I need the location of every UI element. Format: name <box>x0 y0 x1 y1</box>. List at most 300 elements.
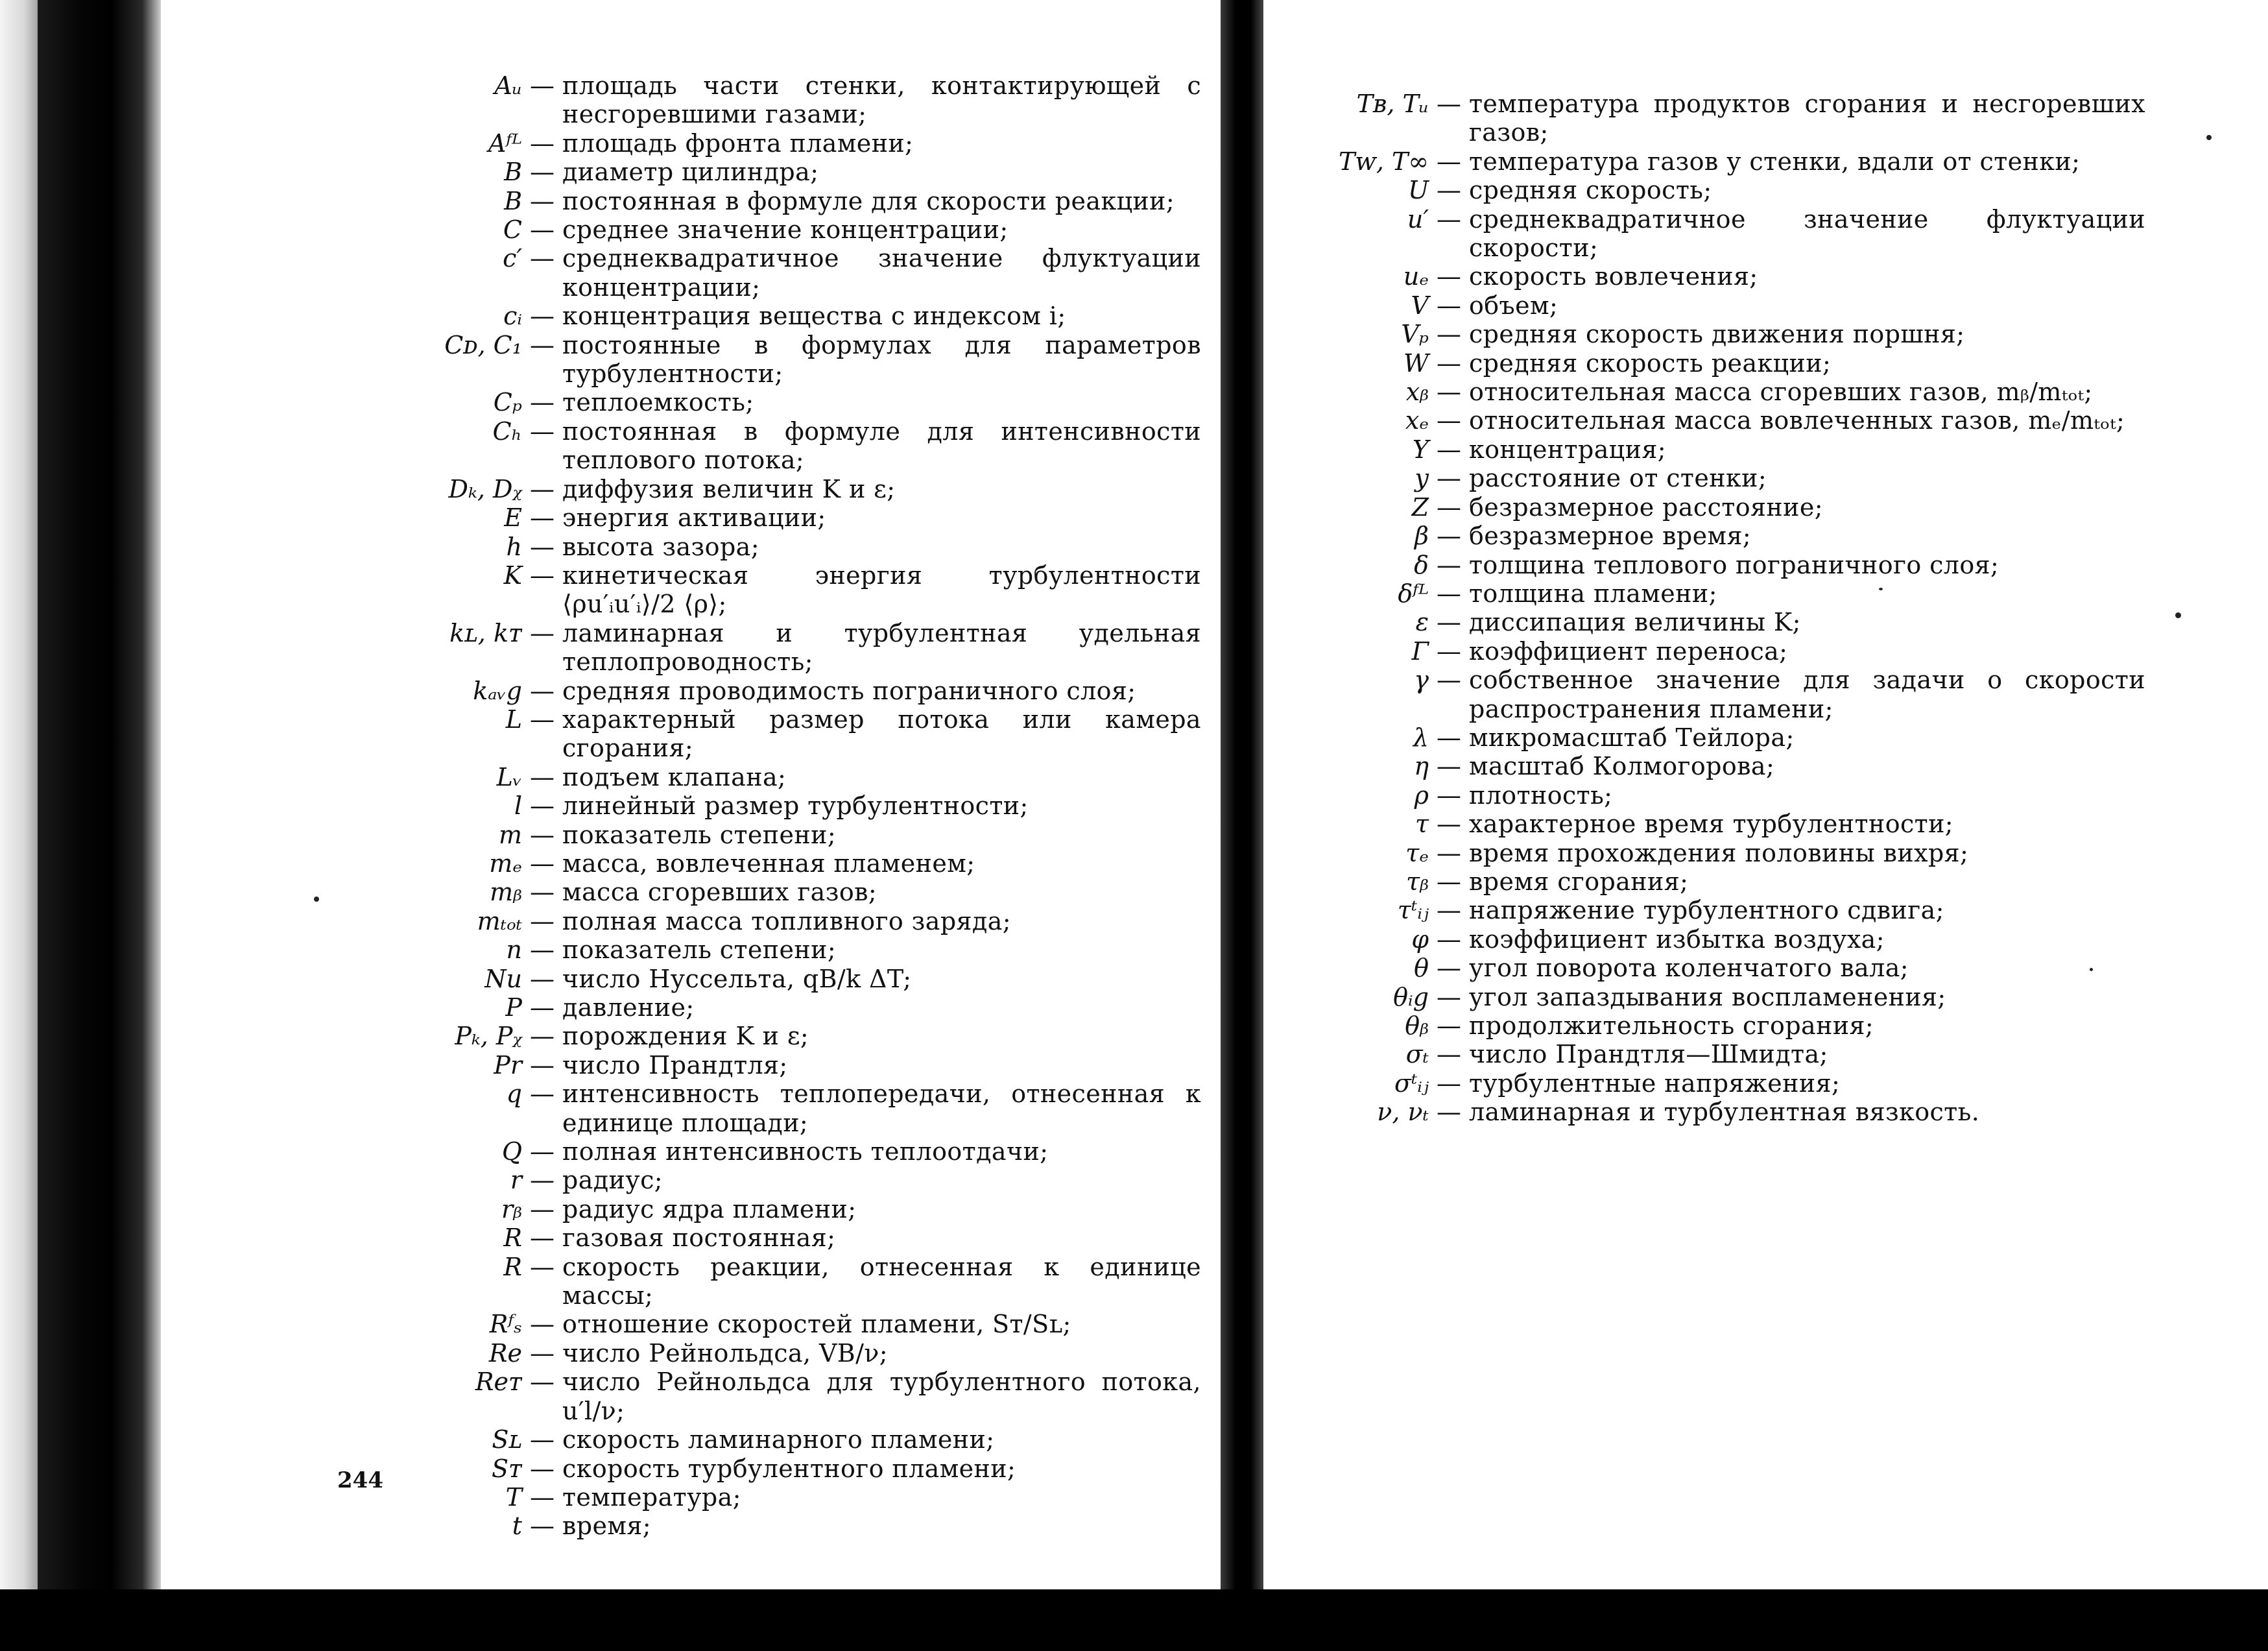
entry-dash: — <box>530 820 555 849</box>
entry-dash: — <box>530 1310 555 1339</box>
entry-description: число Рейнольдса, VB/ν; <box>562 1338 889 1368</box>
entry-description: теплоемкость; <box>562 388 754 417</box>
entry-description: показатель степени; <box>562 820 837 849</box>
nomenclature-entry <box>1283 551 2145 579</box>
nomenclature-entry <box>1283 147 2145 176</box>
scan-speck <box>1879 588 1883 590</box>
entry-symbol: Sʟ <box>492 1425 522 1454</box>
entry-symbol: Pr <box>494 1050 522 1079</box>
entry-description: характерное время турбулентности; <box>1469 810 1954 839</box>
entry-dash: — <box>1437 867 1461 896</box>
entry-symbol: Q <box>501 1137 522 1166</box>
entry-symbol: mᵦ <box>490 878 522 907</box>
entry-symbol: K <box>503 560 522 590</box>
nomenclature-entry <box>1283 378 2145 406</box>
entry-description: угол поворота коленчатого вала; <box>1469 954 1909 983</box>
entry-symbol: ρ <box>1414 780 1429 810</box>
entry-symbol: σₜ <box>1405 1040 1429 1069</box>
nomenclature-entry <box>1283 435 2145 464</box>
entry-symbol: Γ <box>1411 636 1429 666</box>
nomenclature-entry <box>195 1310 1201 1338</box>
entry-description: подъем клапана; <box>562 762 787 791</box>
entry-symbol: B <box>504 158 522 187</box>
entry-dash: — <box>530 906 555 935</box>
nomenclature-entry <box>195 935 1201 964</box>
entry-symbol: σᵗᵢⱼ <box>1394 1068 1429 1098</box>
nomenclature-entry <box>1283 608 2145 636</box>
entry-symbol: cᵢ <box>503 302 522 331</box>
entry-dash: — <box>1437 1011 1461 1040</box>
entry-dash: — <box>530 1022 555 1051</box>
nomenclature-entry <box>195 302 1201 330</box>
entry-symbol: Tᴡ, T∞ <box>1338 147 1429 176</box>
nomenclature-entry <box>1283 1098 2145 1126</box>
entry-symbol: Re <box>488 1338 522 1368</box>
nomenclature-entry <box>195 331 1201 389</box>
entry-dash: — <box>1437 291 1461 320</box>
entry-dash: — <box>530 1454 555 1483</box>
nomenclature-entry <box>195 1137 1201 1166</box>
entry-dash: — <box>530 1252 555 1281</box>
entry-description: масса сгоревших газов; <box>562 878 877 907</box>
nomenclature-entry <box>1283 291 2145 320</box>
entry-symbol: R <box>503 1252 522 1281</box>
entry-symbol: Lᵥ <box>496 762 522 791</box>
entry-symbol: W <box>1403 348 1429 378</box>
entry-description: скорость турбулентного пламени; <box>562 1454 1016 1483</box>
entry-dash: — <box>530 128 555 158</box>
nomenclature-entry <box>1283 810 2145 838</box>
entry-dash: — <box>530 849 555 878</box>
nomenclature-entry <box>1283 839 2145 867</box>
entry-description: отношение скоростей пламени, Sᴛ/Sʟ; <box>562 1310 1071 1339</box>
entry-dash: — <box>1437 636 1461 666</box>
entry-description: коэффициент избытка воздуха; <box>1469 924 1885 954</box>
nomenclature-entry <box>1283 723 2145 752</box>
entry-description: постоянная в формуле для интенсивности теплового потока; <box>562 416 1201 475</box>
entry-description: расстояние от стенки; <box>1469 464 1767 493</box>
nomenclature-entry <box>1283 1069 2145 1098</box>
left-nomenclature-list <box>195 71 1201 1541</box>
entry-description: относительная масса сгоревших газов, mᵦ/mₜₒₜ; <box>1469 378 2093 407</box>
entry-symbol: Dₖ, Dᵪ <box>448 474 522 503</box>
entry-description: толщина пламени; <box>1469 579 1717 608</box>
entry-symbol: ε <box>1415 608 1429 637</box>
nomenclature-entry <box>1283 579 2145 608</box>
entry-symbol: Pₖ, Pᵪ <box>455 1022 522 1051</box>
nomenclature-entry <box>195 71 1201 129</box>
entry-dash: — <box>530 878 555 907</box>
entry-symbol: τ <box>1415 810 1429 839</box>
entry-dash: — <box>1437 780 1461 810</box>
nomenclature-entry <box>195 1022 1201 1050</box>
entry-dash: — <box>530 1223 555 1253</box>
nomenclature-entry <box>195 965 1201 993</box>
scan-speck <box>2090 968 2093 971</box>
nomenclature-entry <box>1283 205 2145 263</box>
nomenclature-entry <box>195 1223 1201 1252</box>
nomenclature-entry <box>1283 925 2145 954</box>
nomenclature-entry <box>195 705 1201 763</box>
entry-description: напряжение турбулентного сдвига; <box>1469 896 1944 925</box>
entry-description: площадь фронта пламени; <box>562 128 914 158</box>
entry-description: собственное значение для задачи о скорости распространения пламени; <box>1469 666 2145 723</box>
entry-symbol: P <box>505 993 522 1022</box>
nomenclature-entry <box>195 129 1201 158</box>
entry-dash: — <box>1437 204 1461 234</box>
entry-description: энергия активации; <box>562 503 826 533</box>
entry-symbol: τᵗᵢⱼ <box>1397 896 1429 925</box>
entry-description: температура газов у стенки, вдали от стенки; <box>1469 147 2081 176</box>
entry-symbol: Rᶠₛ <box>489 1310 522 1339</box>
nomenclature-entry <box>195 1512 1201 1540</box>
entry-dash: — <box>530 503 555 533</box>
entry-dash: — <box>1437 522 1461 551</box>
entry-description: концентрация вещества с индексом i; <box>562 302 1066 331</box>
scan-speck <box>2175 612 2181 618</box>
nomenclature-entry <box>1283 320 2145 348</box>
entry-dash: — <box>1437 810 1461 839</box>
entry-description: скорость ламинарного пламени; <box>562 1425 995 1454</box>
entry-description: масса, вовлеченная пламенем; <box>562 849 975 878</box>
entry-description: плотность; <box>1469 780 1613 810</box>
nomenclature-entry <box>1283 637 2145 666</box>
nomenclature-entry <box>1283 522 2145 550</box>
nomenclature-entry <box>1283 90 2145 147</box>
entry-description: толщина теплового пограничного слоя; <box>1469 550 1999 579</box>
entry-symbol: Tʙ, Tᵤ <box>1356 90 1429 118</box>
entry-symbol: δᶠᴸ <box>1398 579 1429 608</box>
entry-dash: — <box>530 158 555 187</box>
nomenclature-entry <box>1283 464 2145 492</box>
entry-dash: — <box>530 762 555 791</box>
entry-symbol: Aᵤ <box>494 71 522 100</box>
entry-description: число Прандтля; <box>562 1050 788 1079</box>
entry-dash: — <box>1437 954 1461 983</box>
nomenclature-entry <box>195 1051 1201 1079</box>
entry-description: скорость вовлечения; <box>1469 262 1758 291</box>
entry-dash: — <box>530 705 555 734</box>
entry-description: относительная масса вовлеченных газов, mₑ/mₜₒₜ; <box>1469 406 2125 435</box>
entry-symbol: Y <box>1412 435 1429 464</box>
entry-description: средняя скорость; <box>1469 176 1712 205</box>
entry-description: коэффициент переноса; <box>1469 636 1788 666</box>
book-edge-shadow <box>0 0 40 1589</box>
entry-symbol: uₑ <box>1403 262 1429 291</box>
scan-speck <box>2206 135 2212 140</box>
entry-symbol: n <box>506 935 522 965</box>
entry-symbol: u′ <box>1407 204 1429 234</box>
entry-dash: — <box>530 215 555 245</box>
entry-symbol: Cᴅ, C₁ <box>444 330 522 359</box>
entry-symbol: r <box>510 1166 522 1195</box>
nomenclature-entry <box>195 1425 1201 1454</box>
scan-speck <box>314 897 319 902</box>
entry-symbol: Cₕ <box>492 416 522 446</box>
entry-description: концентрация; <box>1469 435 1666 464</box>
entry-symbol: θ <box>1414 954 1429 983</box>
entry-description: диссипация величины K; <box>1469 608 1801 637</box>
nomenclature-entry <box>1283 1011 2145 1040</box>
entry-dash: — <box>1437 176 1461 205</box>
entry-symbol: E <box>504 503 522 533</box>
entry-description: газовая постоянная; <box>562 1223 836 1253</box>
entry-symbol: τᵦ <box>1406 867 1429 896</box>
nomenclature-entry <box>195 1195 1201 1223</box>
nomenclature-entry <box>195 417 1201 475</box>
nomenclature-entry <box>195 677 1201 705</box>
entry-description: радиус ядра пламени; <box>562 1194 857 1223</box>
entry-dash: — <box>530 1050 555 1079</box>
entry-dash: — <box>530 186 555 215</box>
nomenclature-entry <box>1283 262 2145 291</box>
entry-description: число Прандтля—Шмидта; <box>1469 1040 1828 1069</box>
page-number: 244 <box>337 1467 383 1493</box>
nomenclature-entry <box>195 821 1201 849</box>
entry-description: скорость реакции, отнесенная к единице массы; <box>562 1252 1201 1310</box>
nomenclature-entry <box>195 1253 1201 1310</box>
entry-symbol: h <box>506 532 522 561</box>
entry-description: турбулентные напряжения; <box>1469 1068 1841 1098</box>
entry-dash: — <box>530 1079 555 1109</box>
entry-symbol: δ <box>1414 550 1429 579</box>
nomenclature-entry <box>195 503 1201 532</box>
nomenclature-entry <box>195 1368 1201 1425</box>
entry-description: средняя скорость реакции; <box>1469 348 1832 378</box>
entry-dash: — <box>530 302 555 331</box>
nomenclature-entry <box>1283 867 2145 896</box>
nomenclature-entry <box>195 187 1201 215</box>
entry-symbol: R <box>503 1223 522 1253</box>
entry-dash: — <box>530 618 555 647</box>
nomenclature-entry <box>1283 406 2145 435</box>
entry-dash: — <box>530 791 555 821</box>
entry-dash: — <box>1437 378 1461 407</box>
entry-description: полная интенсивность теплоотдачи; <box>562 1137 1049 1166</box>
nomenclature-entry <box>195 533 1201 561</box>
center-gutter-shadow <box>1221 0 1263 1589</box>
entry-dash: — <box>1437 90 1461 118</box>
entry-description: кинетическая энергия турбулентности ⟨ρu′ᵢu′ᵢ⟩/2 ⟨ρ⟩; <box>562 560 1201 619</box>
entry-description: время; <box>562 1512 651 1541</box>
entry-description: диффузия величин K и ε; <box>562 474 896 503</box>
entry-dash: — <box>530 1482 555 1512</box>
entry-description: безразмерное расстояние; <box>1469 492 1823 522</box>
entry-dash: — <box>1437 435 1461 464</box>
nomenclature-entry <box>1283 896 2145 924</box>
entry-symbol: Reᴛ <box>475 1368 522 1397</box>
entry-symbol: η <box>1414 752 1429 781</box>
entry-symbol: c′ <box>503 244 522 273</box>
entry-dash: — <box>530 244 555 273</box>
entry-description: давление; <box>562 993 695 1022</box>
nomenclature-entry <box>195 907 1201 935</box>
entry-symbol: rᵦ <box>501 1194 522 1223</box>
nomenclature-entry <box>195 215 1201 244</box>
nomenclature-entry <box>195 1339 1201 1368</box>
entry-dash: — <box>530 676 555 705</box>
entry-symbol: t <box>512 1512 522 1541</box>
entry-dash: — <box>530 1166 555 1195</box>
nomenclature-entry <box>195 158 1201 186</box>
entry-dash: — <box>1437 492 1461 522</box>
entry-description: линейный размер турбулентности; <box>562 791 1029 821</box>
entry-symbol: λ <box>1413 723 1429 752</box>
nomenclature-entry <box>195 993 1201 1022</box>
entry-description: высота зазора; <box>562 532 759 561</box>
entry-symbol: m <box>498 820 522 849</box>
entry-description: показатель степени; <box>562 935 837 965</box>
entry-dash: — <box>1437 752 1461 781</box>
entry-symbol: q <box>506 1079 522 1109</box>
entry-symbol: θᵦ <box>1405 1011 1429 1040</box>
entry-description: полная масса топливного заряда; <box>562 906 1011 935</box>
entry-dash: — <box>1437 723 1461 752</box>
entry-dash: — <box>1437 464 1461 493</box>
nomenclature-entry <box>1283 781 2145 810</box>
book-spine-shadow <box>38 0 161 1589</box>
nomenclature-entry <box>1283 666 2145 723</box>
entry-symbol: τₑ <box>1405 838 1429 867</box>
entry-dash: — <box>1437 838 1461 867</box>
entry-symbol: Nu <box>484 964 522 993</box>
entry-dash: — <box>1437 406 1461 435</box>
nomenclature-entry <box>1283 176 2145 204</box>
entry-symbol: U <box>1407 176 1429 205</box>
entry-description: среднеквадратичное значение флуктуации концентрации; <box>562 244 1201 302</box>
entry-description: масштаб Колмогорова; <box>1469 752 1775 781</box>
nomenclature-entry <box>1283 752 2145 780</box>
entry-dash: — <box>1437 1040 1461 1069</box>
entry-dash: — <box>1437 924 1461 954</box>
entry-description: интенсивность теплопередачи, отнесенная к единице площади; <box>562 1079 1201 1137</box>
entry-description: число Рейнольдса для турбулентного потока, u′l/ν; <box>562 1368 1201 1425</box>
entry-dash: — <box>530 416 555 446</box>
entry-description: угол запаздывания воспламенения; <box>1469 982 1946 1011</box>
entry-dash: — <box>530 1137 555 1166</box>
entry-description: ламинарная и турбулентная удельная теплопроводность; <box>562 618 1201 677</box>
nomenclature-entry <box>1283 983 2145 1011</box>
entry-dash: — <box>1437 896 1461 925</box>
entry-description: ламинарная и турбулентная вязкость. <box>1469 1098 1980 1127</box>
entry-dash: — <box>530 935 555 965</box>
entry-description: время прохождения половины вихря; <box>1469 838 1969 867</box>
nomenclature-entry <box>195 619 1201 677</box>
entry-dash: — <box>530 532 555 561</box>
nomenclature-entry <box>1283 349 2145 378</box>
entry-dash: — <box>1437 147 1461 176</box>
entry-description: микромасштаб Тейлора; <box>1469 723 1795 752</box>
entry-description: объем; <box>1469 291 1558 320</box>
entry-dash: — <box>1437 666 1461 695</box>
entry-dash: — <box>530 1425 555 1454</box>
entry-dash: — <box>1437 348 1461 378</box>
entry-dash: — <box>1437 982 1461 1011</box>
entry-dash: — <box>530 993 555 1022</box>
nomenclature-entry <box>195 791 1201 820</box>
entry-dash: — <box>530 560 555 590</box>
entry-dash: — <box>530 474 555 503</box>
nomenclature-entry <box>195 763 1201 791</box>
entry-dash: — <box>530 1512 555 1541</box>
nomenclature-entry <box>195 1166 1201 1194</box>
entry-symbol: xₑ <box>1405 406 1429 435</box>
entry-symbol: kₐᵥg <box>473 676 522 705</box>
entry-symbol: kʟ, kᴛ <box>449 618 522 647</box>
entry-description: диаметр цилиндра; <box>562 158 819 187</box>
nomenclature-entry <box>1283 493 2145 522</box>
entry-description: постоянная в формуле для скорости реакции; <box>562 186 1175 215</box>
entry-dash: — <box>1437 1098 1461 1127</box>
entry-symbol: Z <box>1411 492 1429 522</box>
entry-description: температура; <box>562 1482 741 1512</box>
entry-description: время сгорания; <box>1469 867 1689 896</box>
entry-description: число Нуссельта, qB/k ΔT; <box>562 964 912 993</box>
entry-description: среднеквадратичное значение флуктуации скорости; <box>1469 204 2145 263</box>
entry-description: характерный размер потока или камера сгорания; <box>562 705 1201 763</box>
nomenclature-entry <box>195 1079 1201 1137</box>
entry-symbol: L <box>505 705 522 734</box>
entry-symbol: y <box>1415 464 1429 493</box>
entry-dash: — <box>530 1194 555 1223</box>
nomenclature-entry <box>1283 1040 2145 1068</box>
entry-dash: — <box>530 964 555 993</box>
entry-symbol: mₑ <box>489 849 522 878</box>
entry-symbol: C <box>503 215 522 245</box>
entry-description: радиус; <box>562 1166 663 1195</box>
entry-dash: — <box>530 1368 555 1397</box>
nomenclature-entry <box>195 878 1201 906</box>
entry-description: среднее значение концентрации; <box>562 215 1009 245</box>
entry-description: продолжительность сгорания; <box>1469 1011 1874 1040</box>
entry-symbol: Cₚ <box>493 388 522 417</box>
nomenclature-entry <box>1283 954 2145 982</box>
entry-symbol: Vₚ <box>1401 320 1429 349</box>
entry-symbol: Sᴛ <box>491 1454 522 1483</box>
entry-dash: — <box>530 388 555 417</box>
entry-dash: — <box>1437 608 1461 637</box>
entry-description: средняя проводимость пограничного слоя; <box>562 676 1136 705</box>
nomenclature-entry <box>195 849 1201 878</box>
entry-dash: — <box>1437 550 1461 579</box>
entry-symbol: B <box>504 186 522 215</box>
entry-dash: — <box>530 330 555 359</box>
entry-dash: — <box>530 71 555 100</box>
entry-symbol: T <box>505 1482 522 1512</box>
entry-symbol: β <box>1415 522 1429 551</box>
entry-dash: — <box>1437 1068 1461 1098</box>
entry-description: безразмерное время; <box>1469 522 1752 551</box>
entry-symbol: mₜₒₜ <box>477 906 522 935</box>
nomenclature-entry <box>195 561 1201 619</box>
entry-symbol: ν, νₜ <box>1377 1098 1429 1127</box>
entry-symbol: φ <box>1411 924 1429 954</box>
entry-description: постоянные в формулах для параметров турбулентности; <box>562 330 1201 389</box>
nomenclature-entry <box>195 388 1201 416</box>
nomenclature-entry <box>195 244 1201 302</box>
entry-symbol: l <box>514 791 522 821</box>
entry-description: площадь части стенки, контактирующей с несгоревшими газами; <box>562 71 1201 129</box>
entry-symbol: Aᶠᴸ <box>488 128 522 158</box>
entry-dash: — <box>1437 320 1461 349</box>
nomenclature-entry <box>195 475 1201 503</box>
entry-symbol: θᵢg <box>1393 982 1429 1011</box>
entry-dash: — <box>530 1338 555 1368</box>
entry-description: температура продуктов сгорания и несгоревших газов; <box>1469 90 2145 147</box>
entry-description: порождения K и ε; <box>562 1022 809 1051</box>
entry-dash: — <box>1437 579 1461 608</box>
entry-symbol: V <box>1411 291 1429 320</box>
